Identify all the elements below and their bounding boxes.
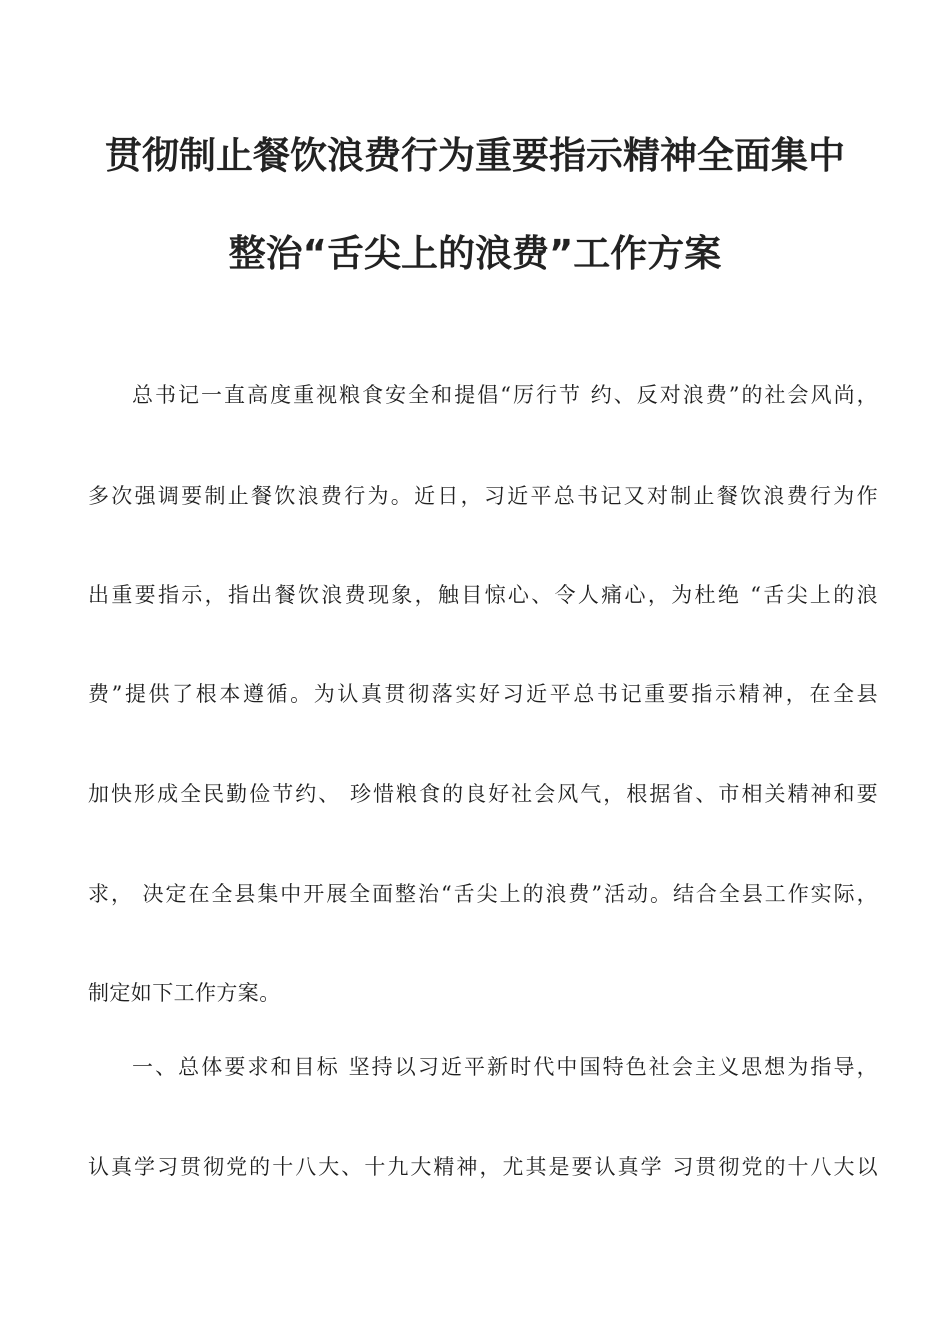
paragraph-1-line-4: 费”提供了根本遵循。为认真贯彻落实好习近平总书记重要指示精神，在全县	[88, 682, 878, 706]
paragraph-1-line-1: 总书记一直高度重视粮食安全和提倡“厉行节 约、反对浪费”的社会风尚，	[132, 383, 878, 407]
paragraph-2-line-2: 认真学习贯彻党的十八大、十九大精神，尤其是要认真学 习贯彻党的十八大以	[88, 1155, 878, 1179]
document-title-line-1: 贯彻制止餐饮浪费行为重要指示精神全面集中	[105, 134, 845, 177]
paragraph-1-line-2: 多次强调要制止餐饮浪费行为。近日，习近平总书记又对制止餐饮浪费行为作	[88, 484, 878, 508]
paragraph-1-line-5: 加快形成全民勤俭节约、 珍惜粮食的良好社会风气，根据省、市相关精神和要	[88, 782, 878, 806]
document-title-line-2: 整治“舌尖上的浪费”工作方案	[228, 232, 722, 275]
paragraph-1-line-6: 求， 决定在全县集中开展全面整治“舌尖上的浪费”活动。结合全县工作实际，	[88, 882, 878, 906]
paragraph-2-line-1: 一、总体要求和目标 坚持以习近平新时代中国特色社会主义思想为指导，	[132, 1055, 878, 1079]
paragraph-1-line-7: 制定如下工作方案。	[88, 981, 281, 1005]
paragraph-1-line-3: 出重要指示，指出餐饮浪费现象，触目惊心、令人痛心，为杜绝 “舌尖上的浪	[88, 583, 878, 607]
